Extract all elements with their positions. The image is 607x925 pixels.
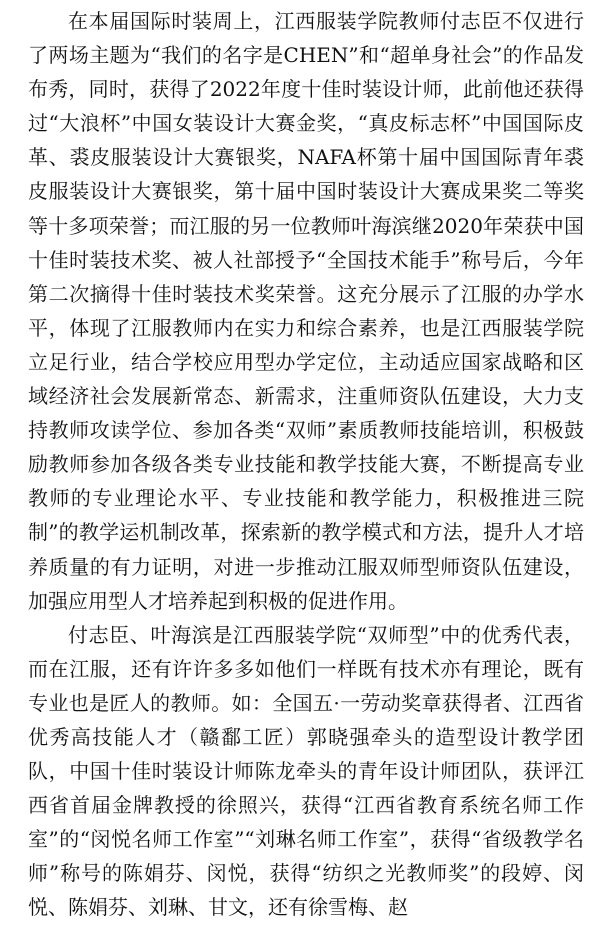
paragraph-1: 在本届国际时装周上，江西服装学院教师付志臣不仅进行了两场主题为“我们的名字是CHEN”和“超单身社会”的作品发布秀，同时，获得了2022年度十佳时装设计师，此前他还获得过“大浪杯”中国女装设计大赛金奖，“真皮标志杯”中国国际皮革、裘皮服装设计大赛银奖，NAFA杯第十届中国国际青年裘皮服装设计大赛银奖，第十届中国时装设计大赛成果奖二等奖等十多项荣誉；而江服的另一位教师叶海滨继2020年荣获中国十佳时装技术奖、被人社部授予“全国技术能手”称号后，今年第二次摘得十佳时装技术奖荣誉。这充分展示了江服的办学水平，体现了江服教师内在实力和综合素养，也是江西服装学院立足行业，结合学校应用型办学定位，主动适应国家战略和区域经济社会发展新常态、新需求，注重师资队伍建设，大力支持教师攻读学位、参加各类“双师”素质教师技能培训，积极鼓励教师参加各级各类专业技能和教学技能大赛，不断提高专业教师的专业理论水平、专业技能和教学能力，积极推进三院制”的教学运机制改革，探索新的教学模式和方法，提升人才培养质量的有力证明，对进一步推动江服双师型师资队伍建设，加强应用型人才培养起到积极的促进作用。 [28, 9, 584, 613]
article-body [28, 4, 584, 925]
paragraph-2: 付志臣、叶海滨是江西服装学院“双师型”中的优秀代表，而在江服，还有许许多多如他们一样既有技术亦有理论，既有专业也是匠人的教师。如：全国五·一劳动奖章获得者、江西省优秀高技能人才（赣鄱工匠）郭晓强牵头的造型设计教学团队，中国十佳时装设计师陈龙牵头的青年设计师团队，获评江西省首届金牌教授的徐照兴，获得“江西省教育系统名师工作室”的“闵悦名师工作室”“刘琳名师工作室”，获得“省级教学名师”称号的陈娟芬、闵悦，获得“纺织之光教师奖”的段婷、闵悦、陈娟芬、刘琳、甘文，还有徐雪梅、赵 [28, 622, 584, 920]
